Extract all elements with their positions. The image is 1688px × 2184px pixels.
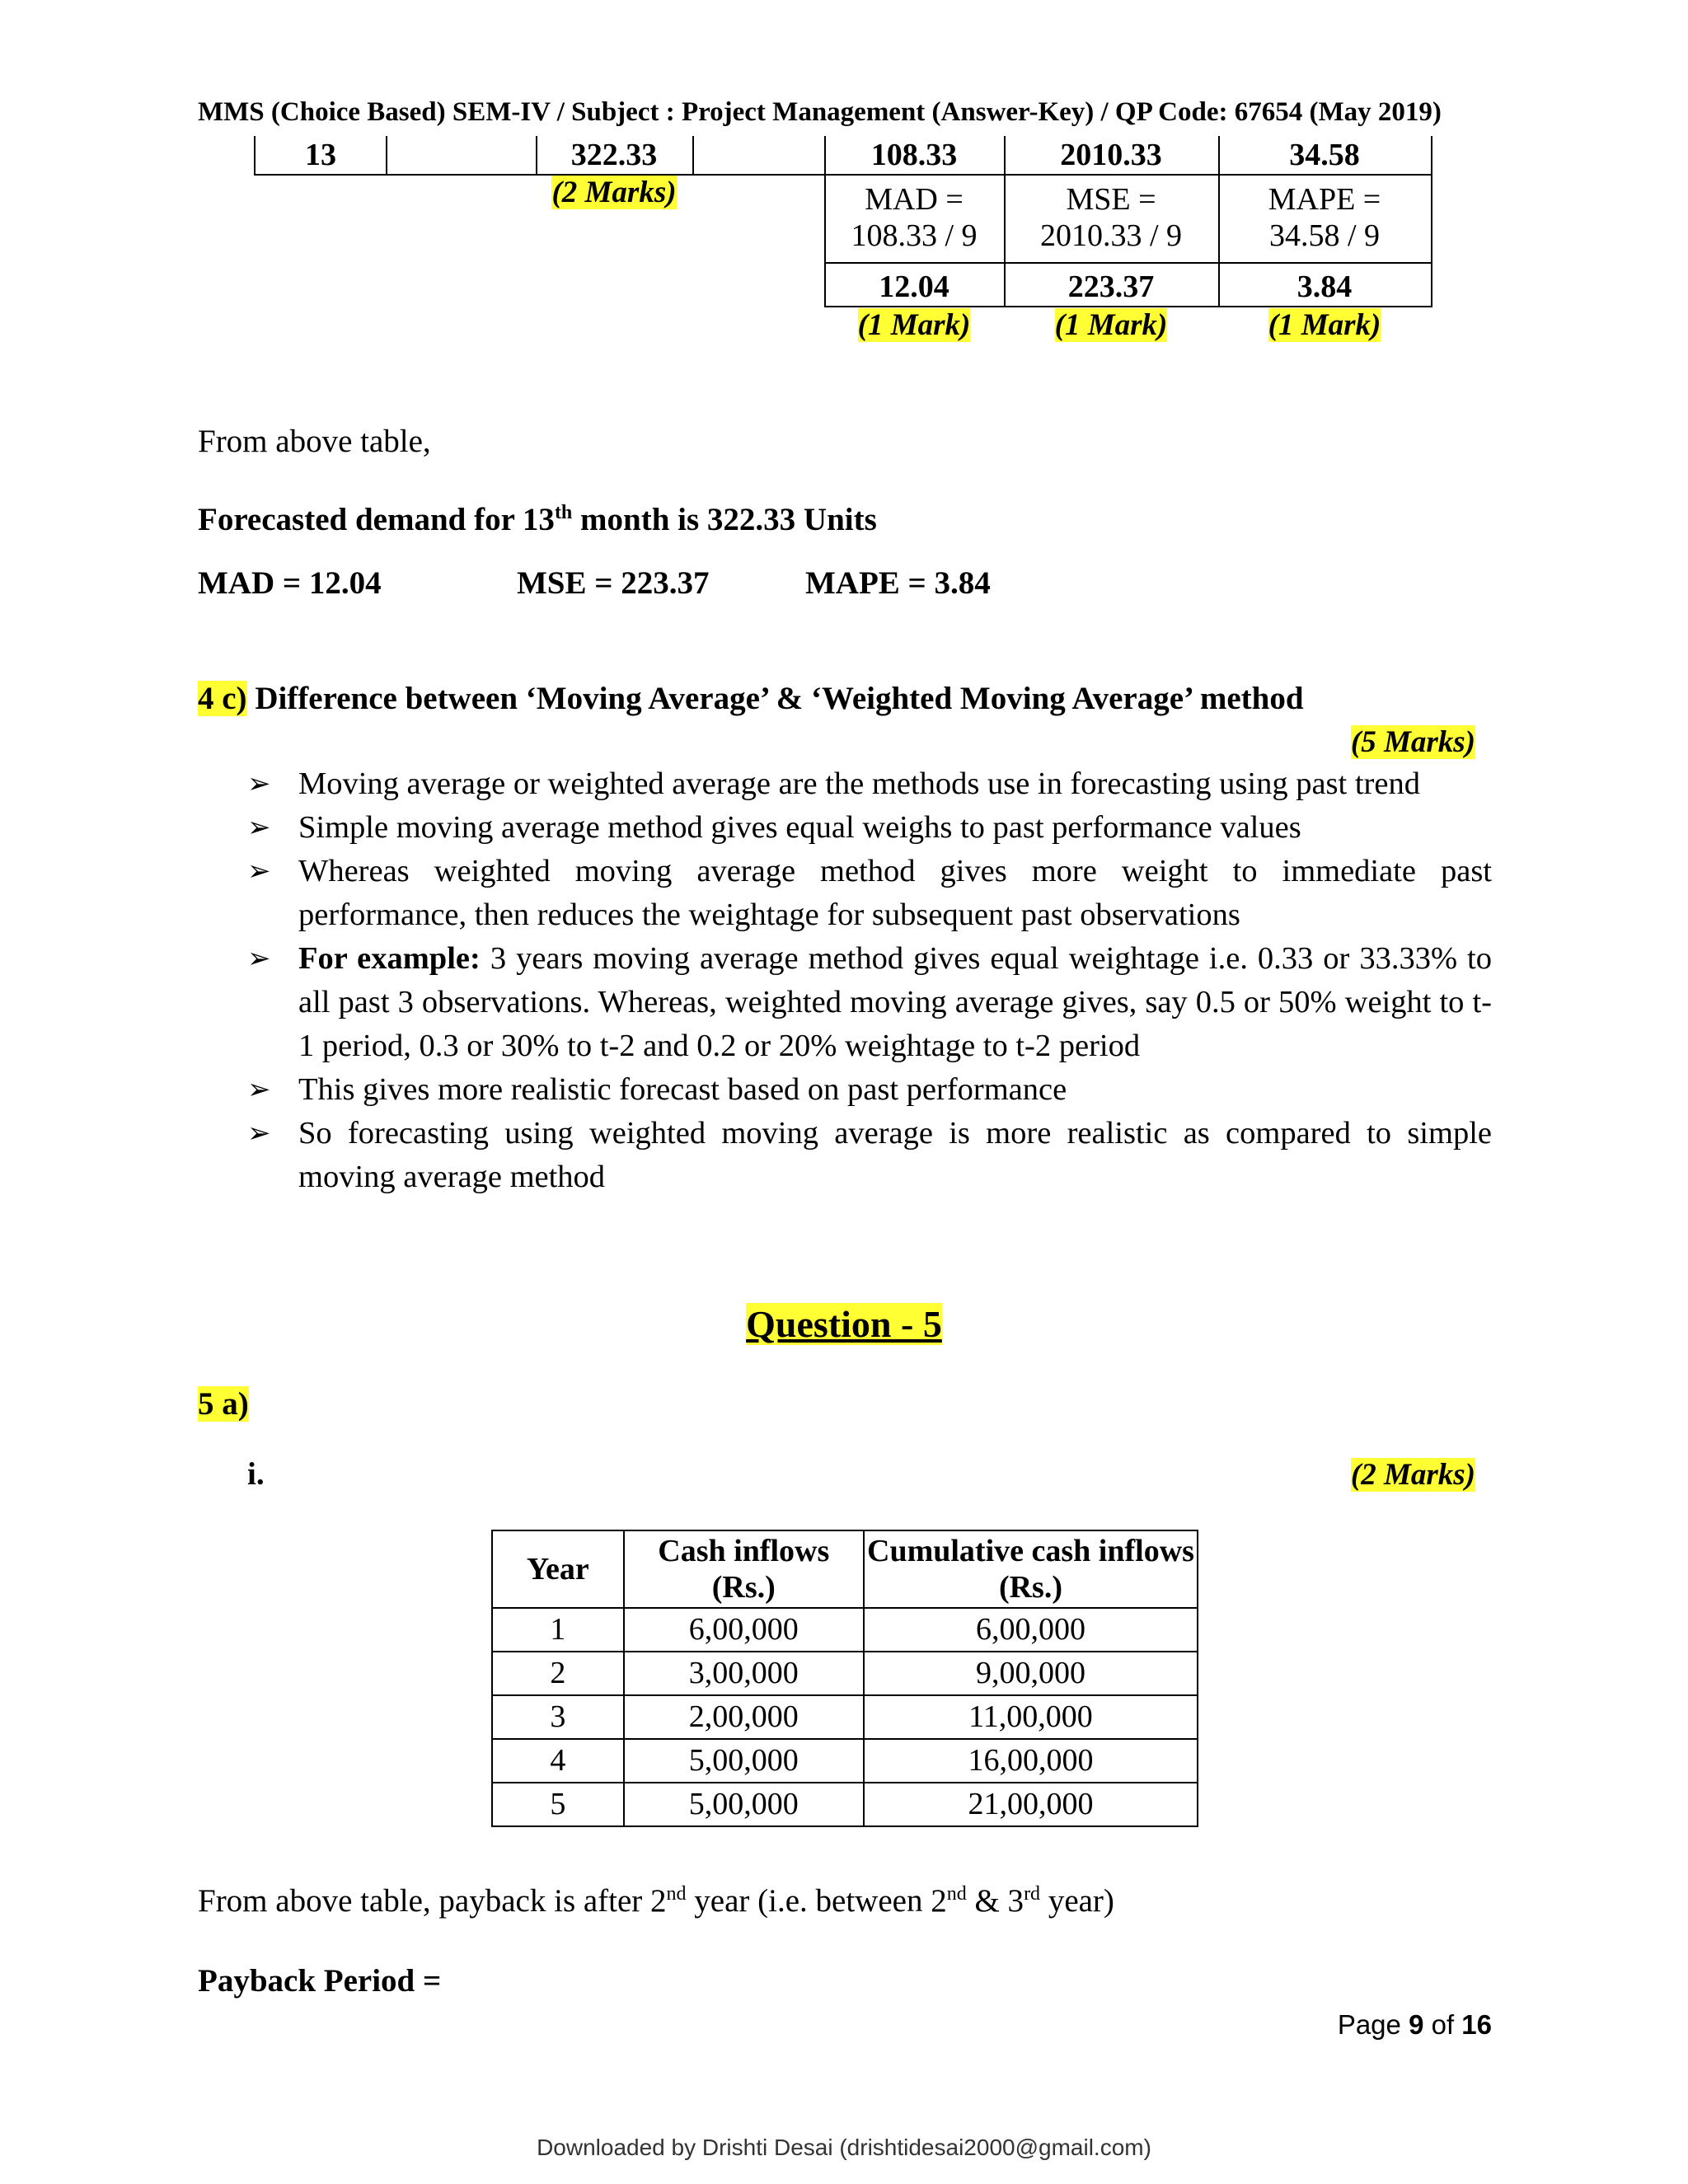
list-item: ➢ For example: 3 years moving average method gives equal weightage i.e. 0.33 or 33.33% to all past 3 observations. Whereas, weighted moving average gives, say 0.5 or 50% weight to t-1 period, 0.3 or 30% to t-2 and 0.2 or 20% weightage to t-2 period [247,937,1492,1068]
table-border [824,262,1432,264]
question-5a-label: 5 a) [198,1386,249,1422]
mad-summary: MAD = 12.04 [198,565,382,601]
cash-inflows-table [491,1530,1198,1827]
sub-question-label: i. [247,1456,265,1492]
question-5a-marks: (2 Marks) [1350,1458,1475,1492]
list-item: ➢ So forecasting using weighted moving average is more realistic as compared to simple moving average method [247,1112,1492,1199]
arrow-bullet-icon: ➢ [247,1117,271,1150]
mad-result: 12.04 [879,269,950,304]
table-border [254,174,1432,176]
list-item: ➢ This gives more realistic forecast based on past performance [247,1068,1492,1112]
question-4c-marks: (5 Marks) [1350,725,1475,759]
payback-period-label: Payback Period = [198,1963,442,1999]
list-item: ➢ Simple moving average method gives equal weighs to past performance values [247,806,1492,850]
table-cell-abs-error: 108.33 [870,138,958,172]
table-row: 3 2,00,000 11,00,000 [492,1695,1198,1739]
table-cell-pct-error: 34.58 [1289,138,1360,172]
mad-marks: (1 Mark) [857,308,971,342]
table-row: 2 3,00,000 9,00,000 [492,1652,1198,1695]
table-row: 5 5,00,000 21,00,000 [492,1783,1198,1826]
question-5-heading: Question - 5 [746,1303,942,1345]
table-cell-forecast: 322.33 [570,138,658,172]
table-row: 1 6,00,000 6,00,000 [492,1608,1198,1652]
mape-result: 3.84 [1296,269,1353,304]
payback-statement: From above table, payback is after 2nd year (i.e. between 2nd & 3rd year) [198,1883,1114,1919]
list-item: ➢ Moving average or weighted average are the methods use in forecasting using past trend [247,762,1492,806]
arrow-bullet-icon: ➢ [247,1073,271,1106]
table-header-cash-inflows: Cash inflows (Rs.) [624,1530,864,1608]
download-notice: Downloaded by Drishti Desai (drishtidesai2000@gmail.com) [537,2135,1151,2160]
table-cell-sq-error: 2010.33 [1060,138,1162,172]
question-4c-label: 4 c) [198,681,247,716]
mse-marks: (1 Mark) [1054,308,1168,342]
table-border [692,136,694,174]
arrow-bullet-icon: ➢ [247,811,271,844]
mse-formula: MSE = 2010.33 / 9 [1039,182,1183,253]
table-cell-period: 13 [305,138,336,172]
list-item: ➢ Whereas weighted moving average method gives more weight to immediate past performance, then reduces the weightage for subsequent past observations [247,850,1492,937]
table-header-year: Year [492,1530,624,1608]
mape-formula: MAPE = 34.58 / 9 [1268,182,1381,253]
mad-formula: MAD = 108.33 / 9 [851,182,978,253]
page-header: MMS (Choice Based) SEM-IV / Subject : Project Management (Answer-Key) / QP Code: 67654 (May 2019) [198,97,1442,127]
forecast-marks: (2 Marks) [551,176,677,209]
table-header-cumulative: Cumulative cash inflows (Rs.) [864,1530,1198,1608]
page-number: Page 9 of 16 [1337,2009,1492,2040]
forecast-statement: Forecasted demand for 13th month is 322.33 Units [198,502,877,537]
table-border [1431,136,1432,306]
mape-marks: (1 Mark) [1268,308,1381,342]
difference-list [247,762,1492,1199]
arrow-bullet-icon: ➢ [247,855,271,888]
table-row: 4 5,00,000 16,00,000 [492,1739,1198,1783]
mape-summary: MAPE = 3.84 [805,565,991,601]
question-4c-heading: 4 c) Difference between ‘Moving Average’ & ‘Weighted Moving Average’ method [198,681,1304,716]
mse-summary: MSE = 223.37 [517,565,710,601]
summary-intro: From above table, [198,424,431,459]
arrow-bullet-icon: ➢ [247,942,271,975]
mse-result: 223.37 [1067,269,1155,304]
table-border [386,136,387,174]
arrow-bullet-icon: ➢ [247,767,271,800]
